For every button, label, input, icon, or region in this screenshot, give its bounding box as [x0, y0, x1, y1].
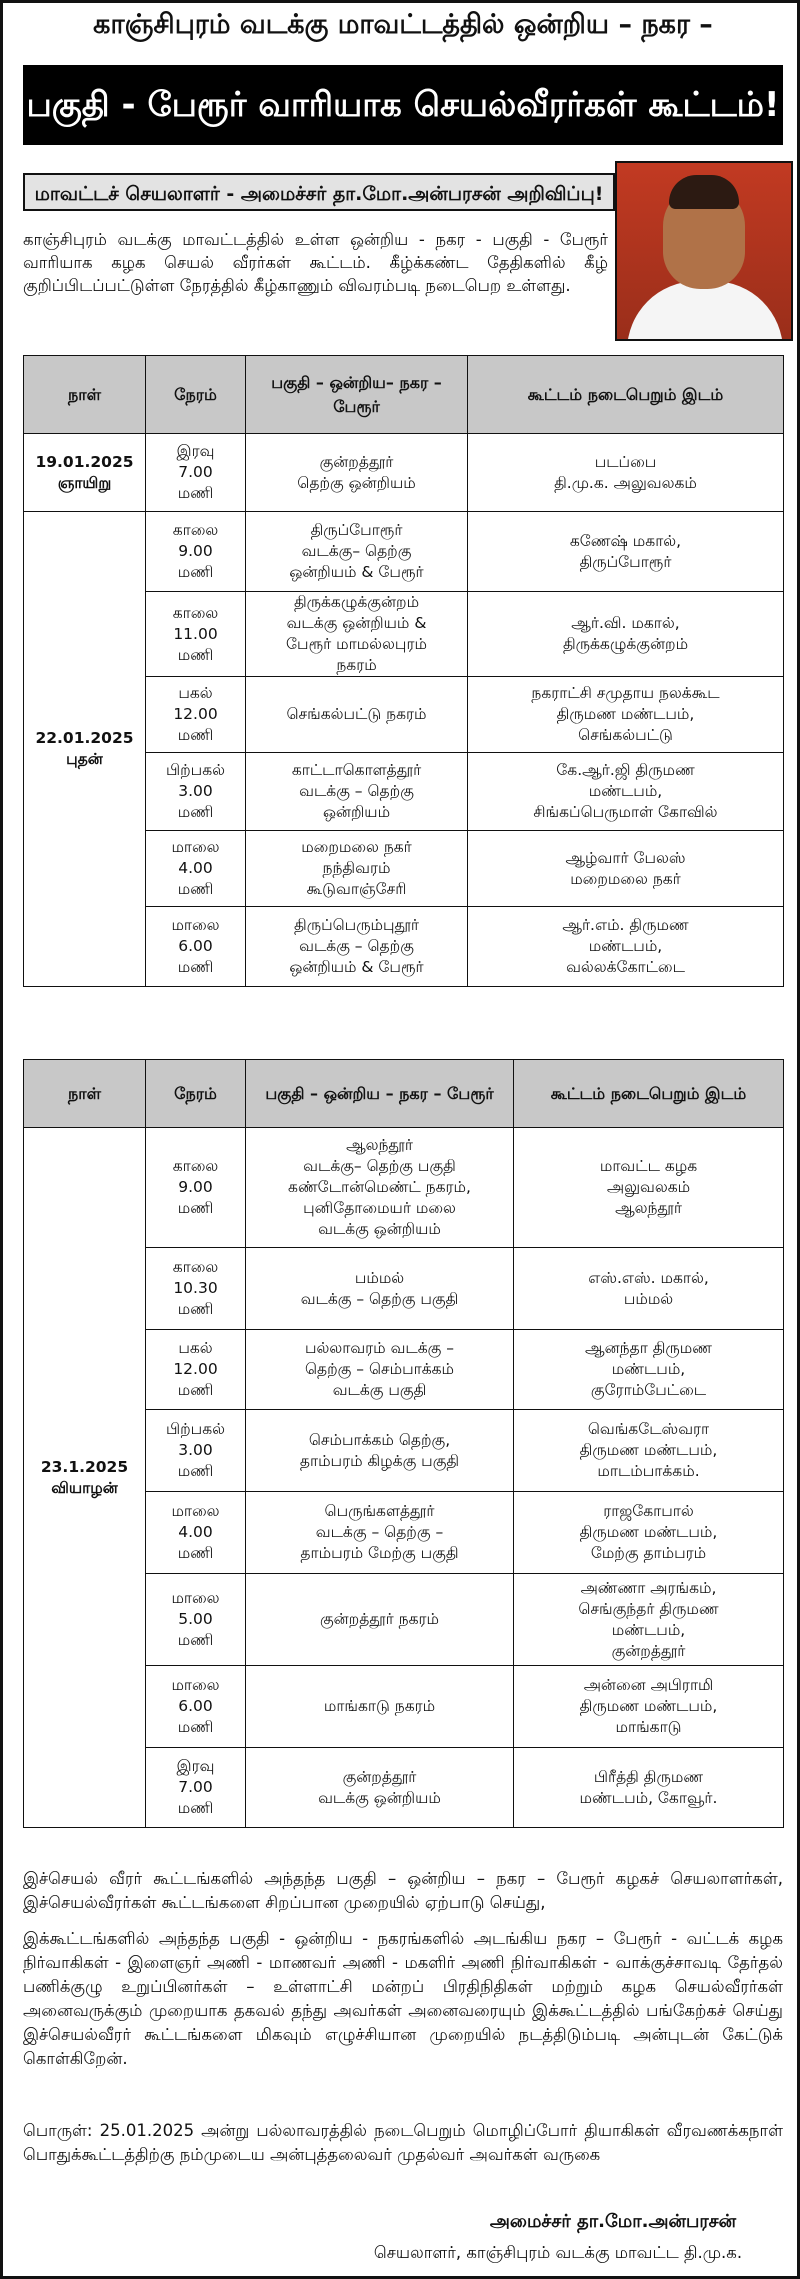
area-cell-line: வடக்கு – தெற்கு பகுதி — [300, 1289, 459, 1308]
time-cell-line: 12.00 — [173, 705, 218, 723]
venue-cell — [468, 907, 784, 987]
venue-cell-line: கணேஷ் மகால், — [569, 531, 682, 550]
date-cell-line: புதன் — [66, 750, 103, 768]
time-cell-line: 3.00 — [178, 1441, 213, 1459]
schedule-table-1 — [23, 355, 784, 987]
time-cell-line: மாலை — [171, 1676, 220, 1694]
area-cell-line: வடக்கு– தெற்கு பகுதி — [303, 1157, 456, 1175]
time-cell-line: 12.00 — [173, 1360, 218, 1378]
venue-cell-line: சிங்கப்பெருமாள் கோவில் — [533, 803, 718, 821]
time-cell-line: 9.00 — [178, 1178, 213, 1196]
time-cell-line: மணி — [177, 1462, 214, 1480]
time-cell-line: மணி — [177, 645, 214, 664]
area-cell — [246, 907, 468, 987]
venue-cell-line: மேற்கு தாம்பரம் — [590, 1544, 707, 1562]
area-cell-line: பம்மல் — [354, 1268, 405, 1287]
venue-cell-line: குன்றத்தூர் — [611, 1641, 686, 1660]
header-time: நேரம் — [146, 356, 246, 434]
area-cell-line: கூடுவாஞ்சேரி — [306, 880, 407, 898]
area-cell-line: வடக்கு ஒன்றியம் — [318, 1788, 441, 1807]
venue-cell-line: ஆழ்வார் பேலஸ் — [565, 848, 686, 867]
venue-cell-line: மாவட்ட கழக — [599, 1157, 698, 1175]
time-cell — [146, 1748, 246, 1828]
area-cell — [246, 831, 468, 907]
venue-cell — [468, 512, 784, 592]
venue-cell — [514, 1128, 784, 1248]
area-cell-line: மறைமலை நகர் — [301, 838, 412, 856]
table-header-row — [24, 1060, 784, 1128]
venue-cell-line: திருப்போரூர் — [579, 552, 672, 571]
time-cell — [146, 512, 246, 592]
area-cell-line: தாம்பரம் கிழக்கு பகுதி — [299, 1451, 460, 1470]
venue-cell — [468, 831, 784, 907]
time-cell-line: 6.00 — [178, 937, 213, 955]
time-cell — [146, 1574, 246, 1666]
area-cell-line: வடக்கு – தெற்கு – — [315, 1523, 444, 1541]
time-cell — [146, 1410, 246, 1492]
header-line1: காஞ்சிபுரம் வடக்கு மாவட்டத்தில் ஒன்றிய – நகர – — [93, 9, 713, 40]
venue-cell — [514, 1748, 784, 1828]
venue-cell-line: குரோம்பேட்டை — [590, 1381, 707, 1399]
area-cell — [246, 1574, 514, 1666]
venue-cell-line: மாங்காடு — [615, 1718, 682, 1736]
venue-cell-line: திருமண மண்டபம், — [556, 705, 695, 723]
area-cell-line: தெற்கு ஒன்றியம் — [297, 473, 416, 492]
header-date: நாள் — [24, 1060, 146, 1128]
time-cell-line: மணி — [177, 880, 214, 898]
time-cell-line: மணி — [177, 563, 214, 581]
area-cell-line: திருக்கழுக்குன்றம் — [293, 593, 420, 611]
time-cell-line: பகல் — [178, 1339, 213, 1357]
venue-cell-line: பம்மல் — [623, 1289, 674, 1308]
area-cell-line: செங்கல்பட்டு நகரம் — [286, 705, 427, 723]
announcement-banner: மாவட்டச் செயலாளர் - அமைச்சர் தா.மோ.அன்பரசன் அறிவிப்பு! — [23, 173, 615, 211]
area-cell-line: கண்டோன்மெண்ட் நகரம், — [288, 1178, 471, 1196]
venue-cell-line: வெங்கடேஸ்வரா — [587, 1420, 710, 1438]
signature-designation: செயலாளர், காஞ்சிபுரம் வடக்கு மாவட்ட தி.மு.க. — [373, 2243, 743, 2262]
header-time: நேரம் — [146, 1060, 246, 1128]
venue-cell-line: அன்னை அபிராமி — [583, 1676, 714, 1694]
time-cell-line: மணி — [177, 1199, 214, 1217]
area-cell-line: குன்றத்தூர் நகரம் — [319, 1610, 440, 1628]
header-venue: கூட்டம் நடைபெறும் இடம் — [514, 1060, 784, 1128]
venue-cell — [514, 1330, 784, 1410]
time-cell — [146, 1330, 246, 1410]
time-cell-line: மாலை — [171, 838, 220, 856]
time-cell-line: மணி — [177, 803, 214, 821]
venue-cell-line: மண்டபம், — [611, 1620, 686, 1639]
time-cell-line: இரவு — [176, 442, 215, 460]
venue-cell — [514, 1666, 784, 1748]
venue-cell-line: மண்டபம், — [588, 782, 663, 800]
venue-cell — [468, 677, 784, 753]
venue-cell-line: கே.ஆர்.ஜி திருமண — [556, 761, 695, 779]
time-cell-line: 9.00 — [178, 542, 213, 560]
area-cell — [246, 1666, 514, 1748]
date-cell-line: ஞாயிறு — [57, 473, 112, 492]
time-cell — [146, 592, 246, 677]
header-title: பகுதி - பேரூர் வாரியாக செயல்வீரர்கள் கூட்டம்! — [23, 65, 783, 145]
area-cell — [246, 434, 468, 512]
table-header-row — [24, 356, 784, 434]
schedule-table-2 — [23, 1059, 784, 1828]
time-cell-line: காலை — [172, 1157, 219, 1175]
area-cell — [246, 677, 468, 753]
time-cell-line: பகல் — [178, 684, 213, 702]
area-cell-line: தெற்கு – செம்பாக்கம் — [304, 1360, 455, 1378]
venue-cell-line: அலுவலகம் — [606, 1178, 691, 1196]
area-cell — [246, 512, 468, 592]
area-cell — [246, 592, 468, 677]
time-cell-line: மணி — [177, 1718, 214, 1736]
area-cell — [246, 1410, 514, 1492]
time-cell — [146, 753, 246, 831]
venue-cell-line: படப்பை — [594, 452, 657, 471]
area-cell-line: நந்திவரம் — [322, 859, 391, 877]
area-cell-line: புனிதோமையர் மலை — [303, 1199, 456, 1217]
area-cell-line: ஒன்றியம் & பேரூர் — [289, 563, 424, 581]
time-cell — [146, 1666, 246, 1748]
header-venue: கூட்டம் நடைபெறும் இடம் — [468, 356, 784, 434]
paragraph-request: இக்கூட்டங்களில் அந்தந்த பகுதி - ஒன்றிய - நகரங்களில் அடங்கிய நகர – பேரூர் - வட்டக் கழக நிர்வாகிகள் - இளைஞர் அணி - மாணவர் அணி - மகளிர் அணி நிர்வாகிகள் - வாக்குச்சாவடி தேர்தல் பணிக்குழு உறுப்பினர்கள் – உள்ளாட்சி மன்றப் பிரதிநிதிகள் மற்றும் கழக செயல்வீரர்கள் அனைவருக்கும் முறையாக தகவல் தந்து அவர்கள் அனைவரையும் இக்கூட்டத்தில் பங்கேற்கச் செய்து இச்செயல்வீரர் கூட்டங்களை மிகவும் எழுச்சியான முறையில் நடத்திடும்படி அன்புடன் கேட்டுக் கொள்கிறேன். — [23, 1929, 783, 2068]
venue-cell-line: திருமண மண்டபம், — [579, 1697, 718, 1715]
area-cell-line: ஆலந்தூர் — [346, 1136, 413, 1154]
area-cell-line: மாங்காடு நகரம் — [323, 1697, 436, 1715]
time-cell-line: 7.00 — [178, 463, 213, 481]
header-date: நாள் — [24, 356, 146, 434]
time-cell-line: மணி — [177, 1799, 214, 1817]
venue-cell-line: மண்டபம், — [588, 937, 663, 955]
header-area: பகுதி – ஒன்றிய – நகர – பேரூர் — [246, 1060, 514, 1128]
venue-cell-line: திருமண மண்டபம், — [579, 1523, 718, 1541]
area-cell-line: வடக்கு – தெற்கு — [299, 782, 414, 800]
area-cell — [246, 1492, 514, 1574]
area-cell-line: தாம்பரம் மேற்கு பகுதி — [300, 1544, 459, 1562]
venue-cell — [468, 592, 784, 677]
date-cell — [24, 512, 146, 987]
venue-cell-line: ஆர்.எம். திருமண — [562, 916, 689, 934]
time-cell-line: மணி — [177, 1300, 214, 1318]
time-cell-line: 5.00 — [178, 1610, 213, 1628]
area-cell-line: காட்டாகொளத்தூர் — [291, 761, 422, 779]
date-cell-line: 19.01.2025 — [35, 452, 134, 471]
venue-cell — [468, 753, 784, 831]
venue-cell-line: செங்கல்பட்டு — [578, 726, 673, 744]
time-cell-line: 11.00 — [173, 624, 218, 643]
time-cell — [146, 1128, 246, 1248]
area-cell — [246, 1748, 514, 1828]
paragraph-organizers: இச்செயல் வீரர் கூட்டங்களில் அந்தந்த பகுதி – ஒன்றிய – நகர – பேரூர் கழகச் செயலாளர்கள், இச்செயல்வீரர்கள் கூட்டங்களை சிறப்பான முறையில் ஏற்பாடு செய்து, — [23, 1869, 783, 1912]
venue-cell-line: ஆலந்தூர் — [615, 1199, 682, 1217]
area-cell-line: வடக்கு ஒன்றியம் & — [286, 614, 427, 632]
time-cell-line: 4.00 — [178, 1523, 213, 1541]
area-cell-line: ஒன்றியம் — [322, 803, 391, 821]
time-cell-line: 4.00 — [178, 859, 213, 877]
area-cell-line: ஒன்றியம் & பேரூர் — [289, 958, 424, 976]
venue-cell — [468, 434, 784, 512]
photo-hair — [669, 175, 739, 209]
date-cell-line: 22.01.2025 — [35, 729, 134, 747]
area-cell — [246, 1330, 514, 1410]
date-cell-line: வியாழன் — [51, 1478, 118, 1497]
area-cell-line: வடக்கு ஒன்றியம் — [318, 1220, 441, 1238]
header-area: பகுதி – ஒன்றிய– நகர – பேரூர் — [246, 356, 468, 434]
area-cell-line: குன்றத்தூர் — [342, 1767, 417, 1786]
venue-cell-line: தி.மு.க. அலுவலகம் — [554, 473, 697, 492]
venue-cell-line: நகராட்சி சமுதாய நலக்கூட — [531, 684, 720, 702]
time-cell-line: மணி — [177, 958, 214, 976]
time-cell-line: மணி — [177, 1631, 214, 1649]
time-cell-line: மாலை — [171, 1589, 220, 1607]
time-cell-line: இரவு — [176, 1757, 215, 1775]
paragraph-subject: பொருள்: 25.01.2025 அன்று பல்லாவரத்தில் நடைபெறும் மொழிப்போர் தியாகிகள் வீரவணக்கநாள் பொதுக்கூட்டத்திற்கு நம்முடைய அன்புத்தலைவர் முதல்வர் அவர்கள் வருகை — [23, 2121, 783, 2164]
time-cell-line: காலை — [172, 521, 219, 539]
venue-cell — [514, 1574, 784, 1666]
area-cell — [246, 1128, 514, 1248]
area-cell-line: வடக்கு– தெற்கு — [301, 542, 412, 560]
time-cell-line: காலை — [172, 603, 219, 622]
time-cell-line: மாலை — [171, 1502, 220, 1520]
area-cell-line: பல்லாவரம் வடக்கு – — [304, 1339, 455, 1357]
date-cell-line: 23.1.2025 — [40, 1457, 129, 1476]
time-cell-line: 3.00 — [178, 782, 213, 800]
area-cell-line: பேரூர் மாமல்லபுரம் — [286, 635, 427, 653]
venue-cell-line: மண்டபம், கோவூர். — [579, 1788, 718, 1807]
venue-cell-line: மாடம்பாக்கம். — [597, 1462, 700, 1480]
time-cell-line: காலை — [172, 1258, 219, 1276]
time-cell — [146, 1248, 246, 1330]
venue-cell — [514, 1248, 784, 1330]
table-row — [24, 1128, 784, 1248]
time-cell — [146, 434, 246, 512]
venue-cell-line: ஆர்.வி. மகால், — [571, 614, 680, 632]
area-cell-line: திருப்பெரும்புதூர் — [294, 916, 419, 934]
photo-shirt — [627, 281, 783, 341]
area-cell — [246, 1248, 514, 1330]
table-row — [24, 434, 784, 512]
venue-cell-line: பிரீத்தி திருமண — [593, 1767, 704, 1786]
area-cell-line: பெருங்களத்தூர் — [324, 1502, 435, 1520]
time-cell-line: 6.00 — [178, 1697, 213, 1715]
time-cell — [146, 1492, 246, 1574]
time-cell-line: மணி — [177, 1544, 214, 1562]
time-cell-line: மாலை — [171, 916, 220, 934]
time-cell-line: மணி — [177, 1381, 214, 1399]
signature-name: அமைச்சர் தா.மோ.அன்பரசன் — [489, 2211, 737, 2232]
date-cell — [24, 1128, 146, 1828]
venue-cell-line: ஆனந்தா திருமண — [585, 1339, 712, 1357]
venue-cell-line: எஸ்.எஸ். மகால், — [588, 1268, 709, 1287]
time-cell — [146, 831, 246, 907]
time-cell-line: மணி — [177, 726, 214, 744]
venue-cell-line: திருமண மண்டபம், — [579, 1441, 718, 1459]
venue-cell-line: வல்லக்கோட்டை — [566, 958, 685, 976]
venue-cell-line: ராஜகோபால் — [603, 1502, 694, 1520]
minister-photo — [615, 161, 793, 341]
area-cell-line: வடக்கு – தெற்கு — [299, 937, 414, 955]
area-cell-line: செம்பாக்கம் தெற்கு, — [308, 1430, 451, 1449]
area-cell-line: நகரம் — [336, 656, 377, 674]
time-cell — [146, 907, 246, 987]
time-cell — [146, 677, 246, 753]
time-cell-line: பிற்பகல் — [165, 1420, 225, 1438]
time-cell-line: பிற்பகல் — [165, 761, 225, 779]
time-cell-line: 10.30 — [173, 1279, 218, 1297]
venue-cell-line: திருக்கழுக்குன்றம் — [562, 635, 689, 653]
time-cell-line: 7.00 — [178, 1778, 213, 1796]
area-cell-line: குன்றத்தூர் — [319, 452, 394, 471]
area-cell — [246, 753, 468, 831]
venue-cell-line: அண்ணா அரங்கம், — [580, 1578, 717, 1597]
time-cell-line: மணி — [177, 484, 214, 502]
table-row — [24, 512, 784, 592]
area-cell-line: திருப்போரூர் — [310, 521, 403, 539]
venue-cell-line: செங்குந்தர் திருமண — [578, 1599, 719, 1618]
intro-text: காஞ்சிபுரம் வடக்கு மாவட்டத்தில் உள்ள ஒன்றிய - நகர - பகுதி - பேரூர் வாரியாக கழக செயல் வீரர்கள் கூட்டம். கீழ்க்கண்ட தேதிகளில் கீழ் குறிப்பிடப்பட்டுள்ள நேரத்தில் கீழ்காணும் விவரம்படி நடைபெற உள்ளது. — [23, 230, 608, 295]
area-cell-line: வடக்கு பகுதி — [332, 1381, 427, 1399]
venue-cell-line: மண்டபம், — [611, 1360, 686, 1378]
venue-cell — [514, 1410, 784, 1492]
venue-cell — [514, 1492, 784, 1574]
venue-cell-line: மறைமலை நகர் — [570, 869, 681, 888]
date-cell — [24, 434, 146, 512]
